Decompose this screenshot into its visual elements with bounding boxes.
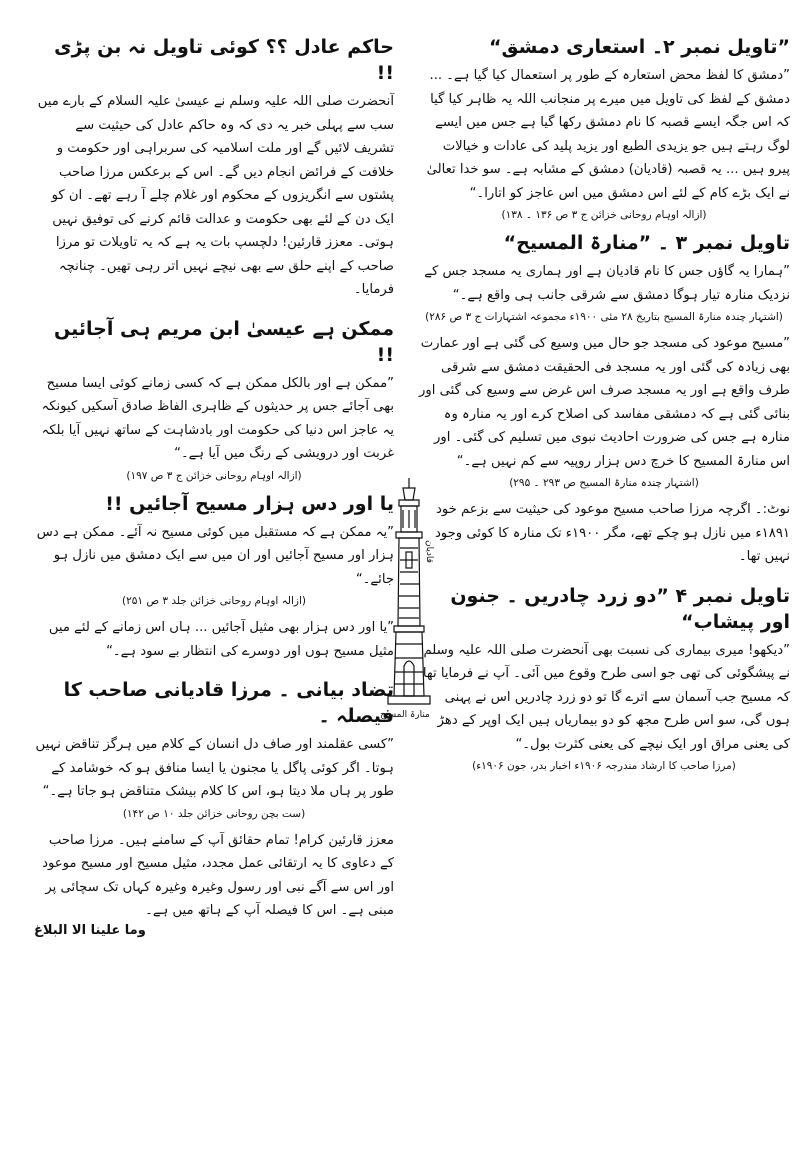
paragraph-tawil-2: ”دمشق کا لفظ محض استعارہ کے طور پر استعمال کیا گیا ہے۔ ... دمشق کے لفظ کی تاویل میں میرے پر منجانب اللہ یہ ظاہر کیا گیا کہ اس جگہ ایسے قصبہ کا نام دمشق رکھا گیا ہے جس میں ایسے لوگ رہتے ہیں جو یزیدی الطبع اور یزید پلید کی عادات و خیالات پیرو ہیں ... یہ قصبہ (قادیان) دمشق کے مشابہ ہے۔ سو خدا تعالیٰ نے ایک بڑے کام کے لئے اس دمشق میں اس عاجز کو اتارا۔“ xyxy=(426,68,790,201)
paragraph-tazad-bayani: ”کسی عقلمند اور صاف دل انسان کے کلام میں ہرگز تناقض نہیں ہوتا۔ اگر کوئی پاگل یا مجنون یا ایسا منافق ہو کہ خوشامد کے طور پر ہاں ملا دیتا ہو، اس کا کلام بیشک متناقض ہو جاتا ہے۔“ xyxy=(35,737,394,799)
left-column xyxy=(34,30,394,938)
reference-tawil-2: (ازالہ اوہام روحانی خزائن ج ۳ ص ۱۳۶ ۔ ۱۳۸) xyxy=(501,209,707,221)
reference-isa-ibn-maryam: (ازالہ اوہام روحانی خزائن ج ۳ ص ۱۹۷) xyxy=(126,469,302,482)
reference-das-hazar: (ازالہ اوہام روحانی خزائن جلد ۳ ص ۲۵۱) xyxy=(121,595,307,607)
paragraph-conclusion: معزز قارئین کرام! تمام حقائق آپ کے سامنے ہیں۔ مرزا صاحب کے دعاوی کا یہ ارتقائی عمل مجدد، مثیل مسیح اور مسیح موعود اور اس سے آگے نبی اور رسول وغیرہ وغیرہ کہاں تک سچائی پر مبنی ہے۔ اس کا فیصلہ آپ کے ہاتھ میں ہے۔ xyxy=(42,832,394,918)
paragraph-das-hazar: ”یہ ممکن ہے کہ مستقبل میں کوئی مسیح نہ آئے۔ ممکن ہے دس ہزار اور مسیح آجائیں اور ان میں سے ایک دمشق میں نازل ہو جائے۔“ xyxy=(36,524,394,587)
closing-phrase: وما علینا الا البلاغ xyxy=(34,922,146,938)
reference-tawil-4: (مرزا صاحب کا ارشاد مندرجہ ۱۹۰۶ء اخبار بدر، جون ۱۹۰۶ء) xyxy=(472,760,736,772)
right-column xyxy=(418,30,790,781)
heading-isa-ibn-maryam: ممکن ہے عیسیٰ ابن مریم ہی آجائیں !! xyxy=(54,317,394,366)
paragraph-minara: ”مسیح موعود کی مسجد جو حال میں وسیع کی گئی ہے اور عمارت بھی زیادہ کی گئی اور یہ مسجد فی الحقیقت دمشق سے شرقی طرف واقع ہے اور یہ مسجد صرف اس غرض سے وسیع کی گئی اور بنائی گئی ہے کہ دمشقی مفاسد کی اصلاح کرے اور یہ منارہ وہ منارہ ہے جس کی ضرورت احادیث نبوی میں تسلیم کی گئی۔ اور اس منارۃ المسیح کا خرچ دس ہزار روپیہ سے کم نہیں ہے۔“ xyxy=(419,336,790,469)
heading-tawil-3: تاویل نمبر ۳ ۔ ”منارۃ المسیح“ xyxy=(503,232,790,254)
heading-hakim-adil: حاکم عادل ؟؟ کوئی تاویل نہ بن پڑی !! xyxy=(54,36,394,84)
heading-tawil-2: ”تاویل نمبر ۲۔ استعاری دمشق“ xyxy=(489,36,790,58)
heading-das-hazar: یا اور دس ہزار مسیح آجائیں !! xyxy=(105,492,394,515)
closing-line xyxy=(34,923,394,938)
paragraph-hakim-adil: آنحضرت صلی اللہ علیہ وسلم نے عیسیٰ علیہ السلام کے بارے میں سب سے پہلی خبر یہ دی کہ وہ حاکم عادل کی حیثیت سے تشریف لائیں گے اور ملت اسلامیہ کی سربراہی اور حکومت و خلافت کے فرائض انجام دیں گے۔ اس کے برعکس مرزا صاحب پشتوں سے انگریزوں کے محکوم اور غلام چلے آ رہے تھے۔ ان کو ایک دن کے لئے بھی حکومت و عدالت قائم کرنے کی توفیق نہیں ہوتی۔ معزز قارئین! دلچسپ بات یہ ہے کہ یہ تاویلات تو مرزا صاحب کے اپنے حلق سے بھی نیچے نہیں اتر رہی تھیں۔ چنانچہ فرمایا۔ xyxy=(37,94,394,297)
minaret-side-label: قادیان xyxy=(424,540,434,563)
heading-tawil-4: تاویل نمبر ۴ ”دو زرد چادریں ۔ جنون اور پیشاب“ xyxy=(450,584,790,633)
reference-minara: (اشتہار چندہ منارۃ المسیح ص ۲۹۳ ۔ ۲۹۵) xyxy=(509,477,699,489)
heading-tazad-bayani: تضاد بیانی ۔ مرزا قادیانی صاحب کا فیصلہ ۔ xyxy=(63,679,394,727)
paragraph-isa-ibn-maryam: ”ممکن ہے اور بالکل ممکن ہے کہ کسی زمانے کوئی ایسا مسیح بھی آجائے جس پر حدیثوں کے ظاہری الفاظ صادق آسکیں کیونکہ یہ عاجز اس دنیا کی حکومت اور بادشاہت کے ساتھ نہیں آیا بلکہ غربت اور درویشی کے رنگ میں آیا ہے۔“ xyxy=(41,375,394,461)
reference-tazad-bayani: (ست بچن روحانی خزائن جلد ۱۰ ص ۱۴۲) xyxy=(122,807,306,820)
note-paragraph: نوٹ:۔ اگرچہ مرزا صاحب مسیح موعود کی حیثیت سے بزعم خود ۱۸۹۱ء میں نازل ہو چکے تھے، مگر ۱۹۰۰ء تک منارہ کا کوئی وجود نہیں تھا۔ xyxy=(434,502,790,564)
paragraph-masil: ”یا اور دس ہزار بھی مثیل آجائیں ... ہاں اس زمانے کے لئے میں مثیل مسیح ہوں اور دوسرے کی انتظار بے سود ہے۔“ xyxy=(48,620,394,659)
paragraph-tawil-3: ”ہمارا یہ گاؤں جس کا نام قادیان ہے اور ہماری یہ مسجد جس کے نزدیک منارہ تیار ہوگا دمشق سے شرقی جانب ہی واقع ہے۔“ xyxy=(424,264,790,303)
reference-tawil-3: (اشتہار چندہ منارۃ المسیح بتاریخ ۲۸ مئی ۱۹۰۰ء مجموعہ اشتہارات ج ۳ ص ۲۸۶) xyxy=(425,311,783,323)
minaret-caption: منارۃ المسیح xyxy=(380,710,430,720)
paragraph-tawil-4: ”دیکھو! میری بیماری کی نسبت بھی آنحضرت صلی اللہ علیہ وسلم نے پیشگوئی کی تھی جو اسی طرح وقوع میں آئی۔ آپ نے فرمایا تھا کہ مسیح جب آسمان سے اترے گا تو دو زرد چادریں اس نے پہنی ہوں گی، سو اس طرح مجھ کو دو بیماریاں ہیں ایک اوپر کے دھڑ کی یعنی مراق اور ایک نیچے کی یعنی کثرت بول۔“ xyxy=(422,642,790,752)
